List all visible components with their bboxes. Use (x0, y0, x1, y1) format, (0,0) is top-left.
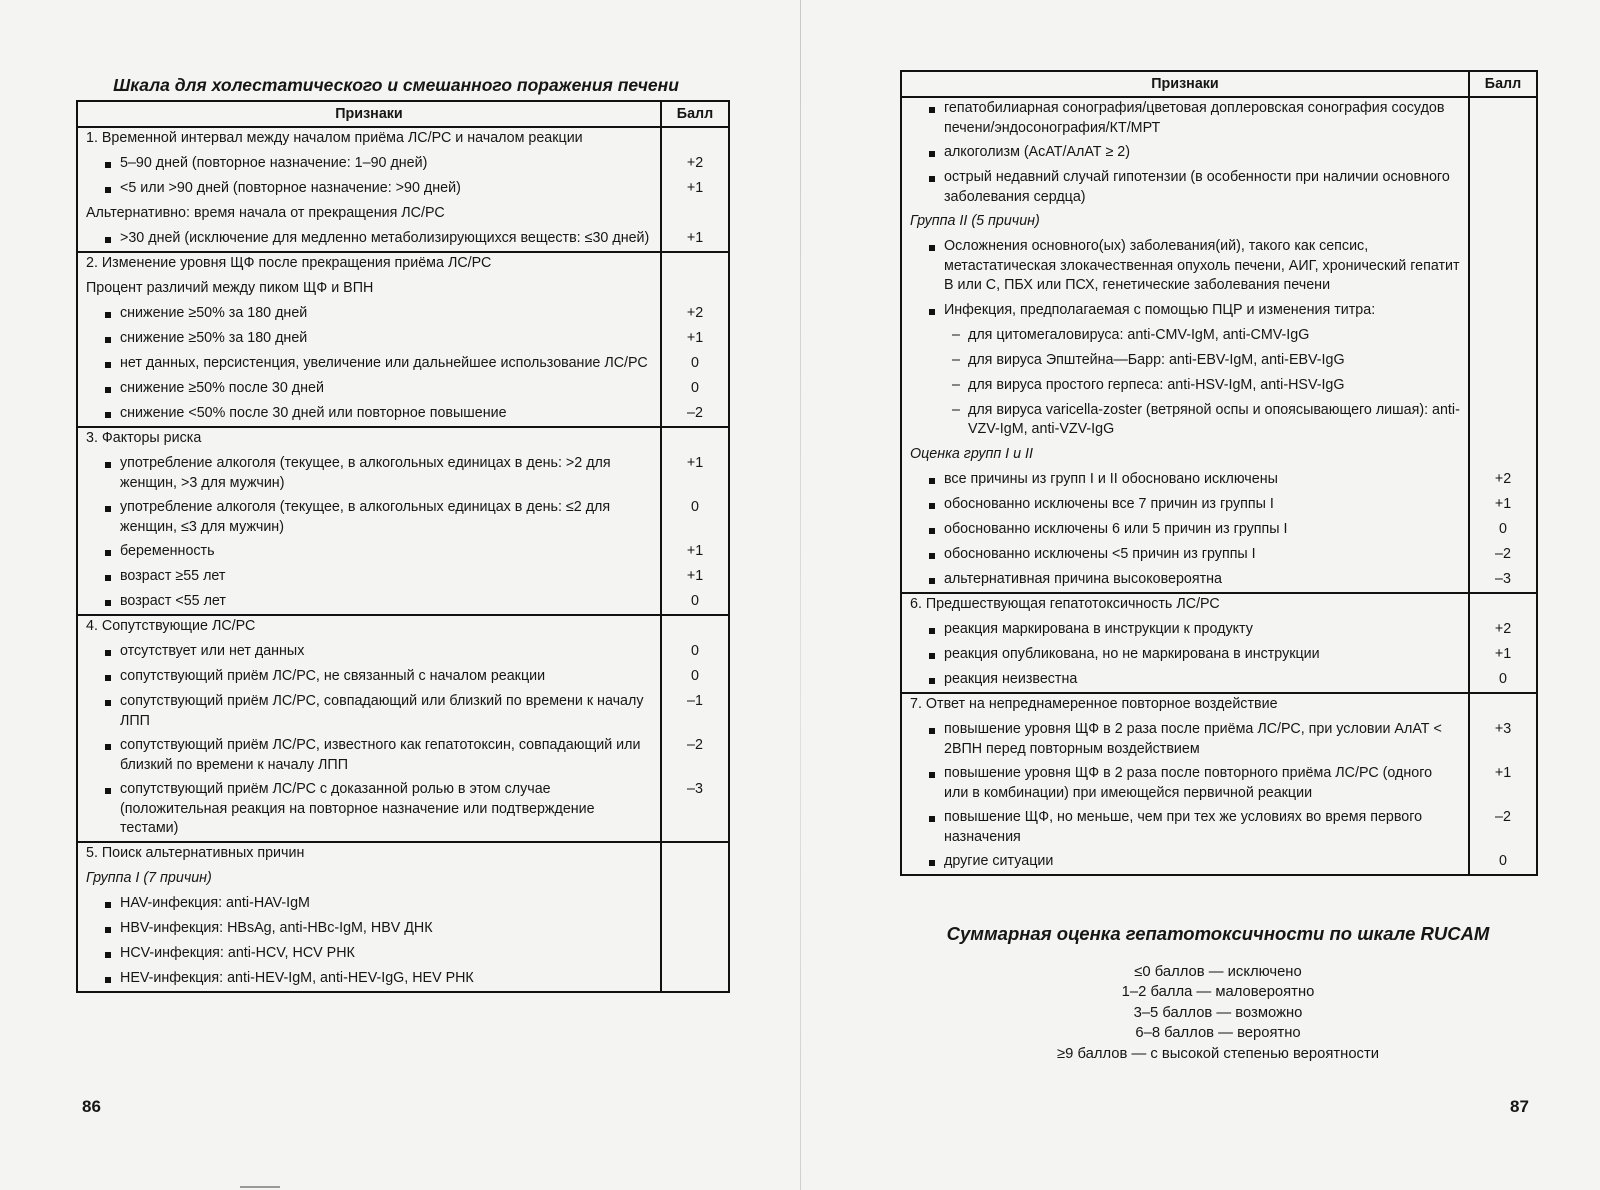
section-row (901, 693, 1537, 875)
criterion-item: алкоголизм (АсАТ/АлАТ ≥ 2) (910, 143, 1460, 163)
rucam-table-right (900, 70, 1538, 876)
score-value: 0 (691, 355, 699, 371)
criterion-item: Осложнения основного(ых) заболевания(ий), такого как сепсис, метастатическая злокачественная опухоль печени, АИГ, хронический гепатит В или С, ПБХ или ПСХ, генетические заболевания печени (910, 237, 1460, 296)
section-row (77, 427, 729, 615)
criterion-line: Процент различий между пиком ЩФ и ВПН (86, 280, 374, 296)
group-heading: Группа I (7 причин) (86, 870, 212, 886)
criterion-item: повышение уровня ЩФ в 2 раза после повторного приёма ЛС/РС (одного или в комбинации) при имеющейся первичной реакции (910, 764, 1460, 803)
score-cell (1469, 97, 1537, 593)
summary-item: 3–5 баллов — возможно (1133, 1004, 1303, 1021)
score-value (1470, 168, 1536, 207)
score-value (1470, 212, 1536, 232)
score-value: –2 (1495, 809, 1511, 825)
section-heading: 1. Временной интервал между началом приёма ЛС/РС и началом реакции (86, 130, 583, 146)
score-value: +1 (1494, 646, 1512, 662)
left-page-title: Шкала для холестатического и смешанного поражения печени (113, 75, 679, 95)
criterion-item: другие ситуации (910, 852, 1460, 872)
criteria-cell (77, 427, 661, 615)
section-row (77, 127, 729, 252)
score-value: 0 (691, 643, 699, 659)
score-value (662, 429, 728, 449)
criterion-item: нет данных, персистенция, увеличение или дальнейшее использование ЛС/РС (86, 354, 652, 374)
table-header-row (77, 101, 729, 127)
header-score: Балл (661, 101, 729, 127)
criterion-item: возраст <55 лет (86, 592, 652, 612)
score-value: –3 (687, 781, 703, 797)
criterion-item: гепатобилиарная сонография/цветовая доплеровская сонография сосудов печени/эндосонография/КТ/МРТ (910, 99, 1460, 138)
criteria-cell (901, 97, 1469, 593)
score-value: 0 (1499, 521, 1507, 537)
section-heading: 2. Изменение уровня ЩФ после прекращения приёма ЛС/РС (86, 255, 492, 271)
score-value (1470, 376, 1536, 396)
score-value: +1 (686, 330, 704, 346)
criterion-item: обоснованно исключены 6 или 5 причин из группы I (910, 520, 1460, 540)
score-value (662, 254, 728, 274)
score-value (662, 279, 728, 299)
score-value: +1 (686, 568, 704, 584)
score-value (1470, 237, 1536, 296)
score-value (1470, 326, 1536, 346)
score-value (662, 204, 728, 224)
criteria-cell (77, 615, 661, 842)
header-criteria: Признаки (901, 71, 1469, 97)
group-heading: Оценка групп I и II (910, 445, 1033, 462)
section-heading: 3. Факторы риска (86, 430, 202, 446)
score-value (662, 129, 728, 149)
criterion-item: реакция маркирована в инструкции к продукту (910, 620, 1460, 640)
criterion-item: беременность (86, 542, 652, 562)
section-row (77, 842, 729, 992)
score-value (662, 944, 728, 964)
criterion-subitem: – для вируса varicella-zoster (ветряной оспы и опоясывающего лишая): anti-VZV-IgM, anti-VZV-IgG (910, 401, 1460, 440)
score-value (1470, 301, 1536, 321)
criterion-item: отсутствует или нет данных (86, 642, 652, 662)
section-row (77, 252, 729, 427)
table-body (901, 97, 1537, 875)
criterion-item: сопутствующий приём ЛС/РС, совпадающий или близкий по времени к началу ЛПП (86, 692, 652, 731)
section-row (77, 615, 729, 842)
criterion-item: все причины из групп I и II обосновано исключены (910, 470, 1460, 490)
score-value (662, 844, 728, 864)
score-cell (1469, 593, 1537, 693)
score-value: +2 (1494, 621, 1512, 637)
score-value: +1 (686, 543, 704, 559)
summary-list (900, 962, 1536, 1064)
criterion-item: альтернативная причина высоковероятна (910, 570, 1460, 590)
section-row (901, 593, 1537, 693)
score-value: +1 (1494, 496, 1512, 512)
score-cell (661, 252, 729, 427)
criterion-item: повышение ЩФ, но меньше, чем при тех же условиях во время первого назначения (910, 808, 1460, 847)
score-cell (661, 127, 729, 252)
header-score: Балл (1469, 71, 1537, 97)
criterion-item: употребление алкоголя (текущее, в алкогольных единицах в день: >2 для женщин, >3 для мужчин) (86, 454, 652, 493)
score-value: +2 (1494, 471, 1512, 487)
criterion-item: HCV-инфекция: anti-HCV, HCV РНК (86, 944, 652, 964)
score-value (662, 969, 728, 989)
score-value: +2 (686, 155, 704, 171)
criterion-item: 5–90 дней (повторное назначение: 1–90 дней) (86, 154, 652, 174)
score-value: +3 (1494, 721, 1512, 737)
score-value (1470, 401, 1536, 440)
score-value: +1 (686, 455, 704, 471)
group-heading: Группа II (5 причин) (910, 213, 1040, 229)
score-value: 0 (1499, 853, 1507, 869)
summary-item: 6–8 баллов — вероятно (1135, 1025, 1301, 1042)
criterion-item: сопутствующий приём ЛС/РС, не связанный с началом реакции (86, 667, 652, 687)
section-heading: 6. Предшествующая гепатотоксичность ЛС/РС (910, 596, 1220, 612)
score-value: 0 (691, 380, 699, 396)
score-value (662, 894, 728, 914)
score-value (1470, 99, 1536, 138)
score-value: +1 (686, 230, 704, 246)
criteria-cell (901, 593, 1469, 693)
score-cell (661, 427, 729, 615)
score-value: +1 (1494, 765, 1512, 781)
score-value (1470, 143, 1536, 163)
criteria-cell (901, 693, 1469, 875)
summary-item: ≥9 баллов — с высокой степенью вероятности (1057, 1045, 1379, 1062)
header-criteria: Признаки (77, 101, 661, 127)
criterion-item: сопутствующий приём ЛС/РС, известного как гепатотоксин, совпадающий или близкий по времени к началу ЛПП (86, 736, 652, 775)
criterion-item: обоснованно исключены все 7 причин из группы I (910, 495, 1460, 515)
score-value: 0 (691, 668, 699, 684)
criterion-item: употребление алкоголя (текущее, в алкогольных единицах в день: ≤2 для женщин, ≤3 для мужчин) (86, 498, 652, 537)
score-value (662, 617, 728, 637)
score-value (662, 919, 728, 939)
scan-mark (240, 1186, 280, 1188)
criterion-subitem: – для вируса простого герпеса: anti-HSV-IgM, anti-HSV-IgG (910, 376, 1460, 396)
page-number-right: 87 (1510, 1097, 1529, 1116)
criterion-subitem: – для цитомегаловируса: anti-CMV-IgM, anti-CMV-IgG (910, 326, 1460, 346)
score-value (1470, 445, 1536, 465)
criterion-line: Альтернативно: время начала от прекращения ЛС/РС (86, 205, 445, 221)
table-body (77, 127, 729, 992)
score-value: +1 (686, 180, 704, 196)
table-header-row (901, 71, 1537, 97)
section-row (901, 97, 1537, 593)
page-number-left: 86 (82, 1097, 101, 1116)
criterion-item: реакция неизвестна (910, 670, 1460, 690)
score-value: –2 (687, 737, 703, 753)
criterion-item: повышение уровня ЩФ в 2 раза после приёма ЛС/РС, при условии АлАТ < 2ВПН перед повторным воздействием (910, 720, 1460, 759)
criterion-subitem: – для вируса Эпштейна—Барр: anti-EBV-IgM, anti-EBV-IgG (910, 351, 1460, 371)
criterion-item: снижение ≥50% после 30 дней (86, 379, 652, 399)
criterion-item: возраст ≥55 лет (86, 567, 652, 587)
score-value: 0 (691, 499, 699, 515)
criterion-item: Инфекция, предполагаемая с помощью ПЦР и изменения титра: (910, 301, 1460, 321)
summary-item: 1–2 балла — маловероятно (1121, 984, 1315, 1001)
criterion-item: <5 или >90 дней (повторное назначение: >90 дней) (86, 179, 652, 199)
score-value: –1 (687, 693, 703, 709)
score-value: 0 (691, 593, 699, 609)
score-cell (661, 842, 729, 992)
criterion-item: обоснованно исключены <5 причин из группы I (910, 545, 1460, 565)
score-value (1470, 695, 1536, 715)
rucam-table-left (76, 100, 730, 993)
score-value (662, 869, 728, 889)
score-cell (1469, 693, 1537, 875)
score-value: –2 (687, 405, 703, 421)
criteria-cell (77, 252, 661, 427)
criterion-item: HEV-инфекция: anti-HEV-IgM, anti-HEV-IgG, HEV РНК (86, 969, 652, 989)
score-value: 0 (1499, 671, 1507, 687)
score-value (1470, 595, 1536, 615)
summary-item: ≤0 баллов — исключено (1134, 964, 1302, 980)
score-value: –2 (1495, 546, 1511, 562)
score-value: +2 (686, 305, 704, 321)
section-heading: 5. Поиск альтернативных причин (86, 845, 305, 861)
section-heading: 4. Сопутствующие ЛС/РС (86, 618, 256, 634)
criterion-item: снижение ≥50% за 180 дней (86, 329, 652, 349)
section-heading: 7. Ответ на непреднамеренное повторное воздействие (910, 696, 1278, 712)
criterion-item: HBV-инфекция: HBsAg, anti-HBc-IgM, HBV ДНК (86, 919, 652, 939)
criterion-item: HAV-инфекция: anti-HAV-IgM (86, 894, 652, 914)
criteria-cell (77, 842, 661, 992)
criterion-item: снижение <50% после 30 дней или повторное повышение (86, 404, 652, 424)
score-value (1470, 351, 1536, 371)
page-fold (800, 0, 801, 1190)
criterion-item: снижение ≥50% за 180 дней (86, 304, 652, 324)
criterion-item: сопутствующий приём ЛС/РС с доказанной ролью в этом случае (положительная реакция на повторное назначение или подтверждение тестами) (86, 780, 652, 839)
criteria-cell (77, 127, 661, 252)
criterion-item: реакция опубликована, но не маркирована в инструкции (910, 645, 1460, 665)
criterion-item: >30 дней (исключение для медленно метаболизирующихся веществ: ≤30 дней) (86, 229, 652, 249)
score-cell (661, 615, 729, 842)
score-value: –3 (1495, 571, 1511, 587)
summary-title: Суммарная оценка гепатотоксичности по шкале RUCAM (946, 923, 1490, 944)
criterion-item: острый недавний случай гипотензии (в особенности при наличии основного заболевания сердца) (910, 168, 1460, 207)
